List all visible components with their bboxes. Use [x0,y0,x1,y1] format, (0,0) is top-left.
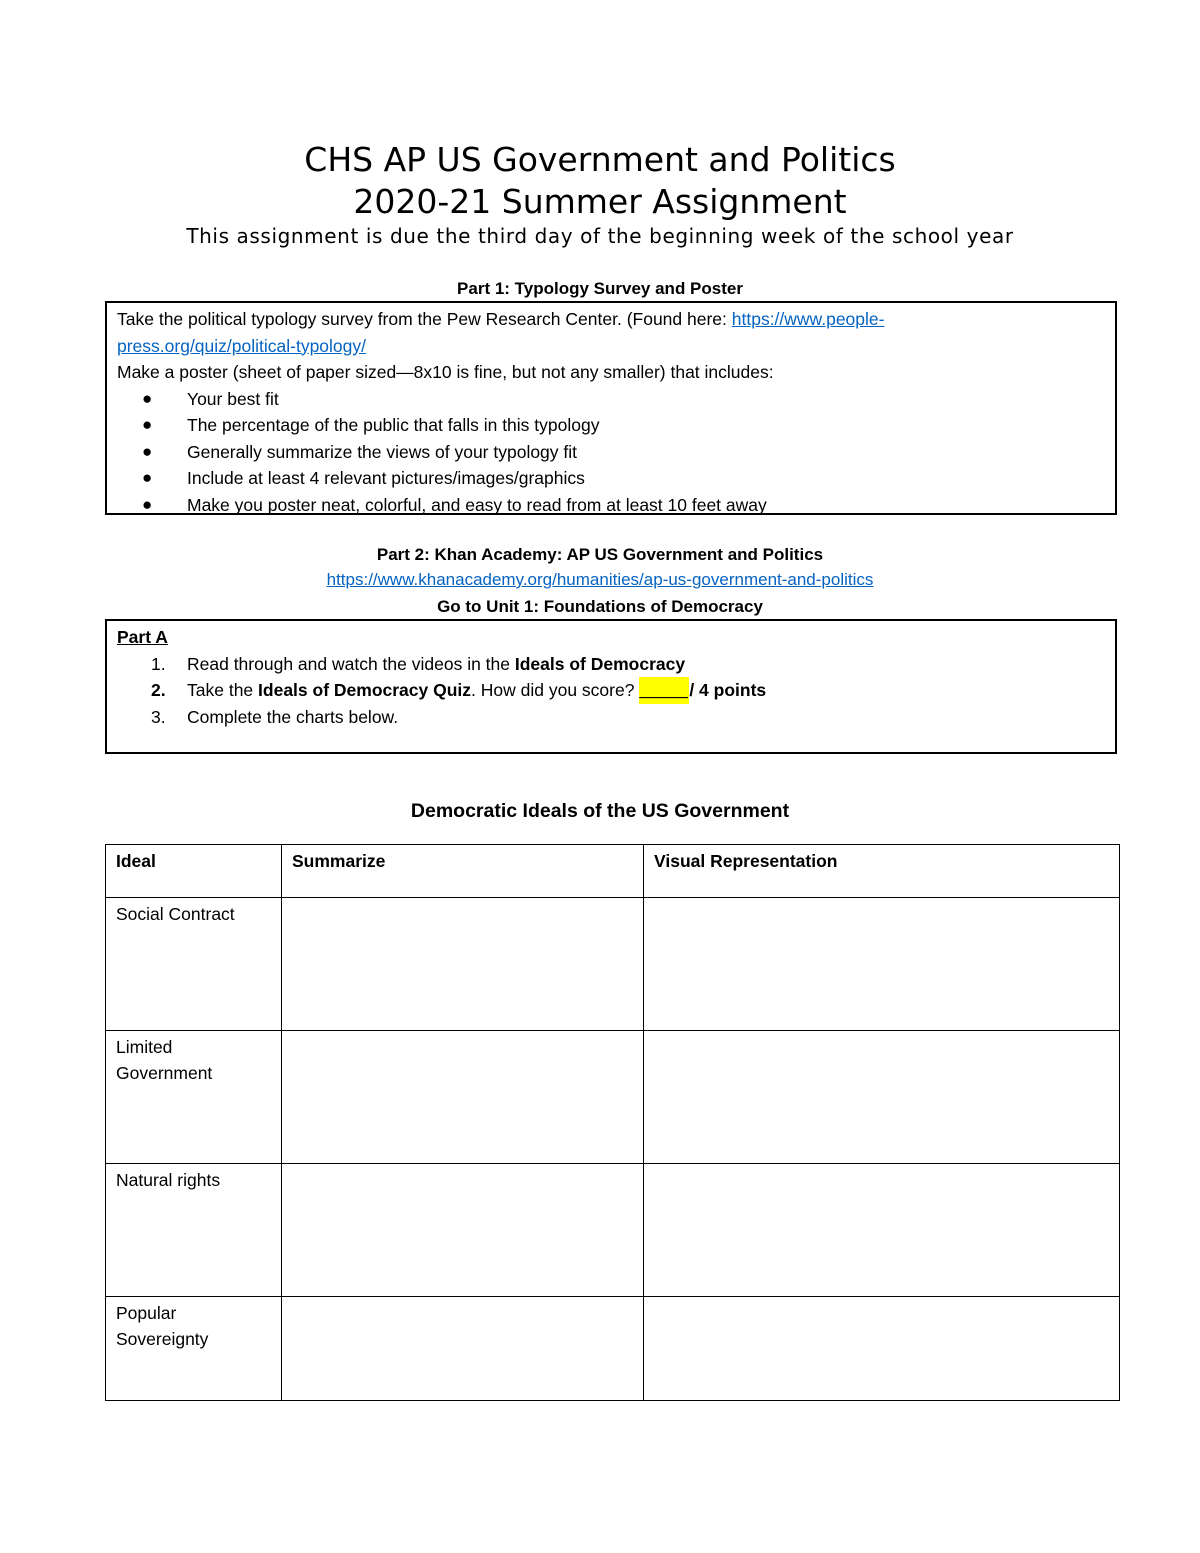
pew-survey-link[interactable]: https://www.people- [731,309,885,329]
list-item-text: The percentage of the public that falls in this typology [187,415,600,435]
table-row [106,1031,1120,1164]
table-row [106,1297,1120,1401]
step-bold-text: Ideals of Democracy Quiz [258,680,472,700]
list-item-text: Make you poster neat, colorful, and easy to read from at least 10 feet away [187,494,767,515]
summarize-cell[interactable] [282,1031,644,1164]
partA-steps-list [117,651,1105,731]
pew-survey-link-cont-line [117,333,1105,360]
list-item [151,677,1105,704]
summarize-cell[interactable] [282,898,644,1031]
step-text: Complete the charts below. [187,706,399,727]
step-text: Take the [187,680,259,700]
poster-instruction: Make a poster (sheet of paper sized—8x10 is fine, but not any smaller) that includes: [117,362,774,382]
ideal-cell: Natural rights [106,1164,282,1297]
list-item [142,465,1105,492]
ideal-text: Popular [116,1303,177,1323]
step-text: . How did you score? [471,680,640,700]
poster-requirements-list [117,386,1105,519]
unit-instruction: Go to Unit 1: Foundations of Democracy [437,597,763,616]
bullet-icon: ● [142,388,153,408]
visual-cell[interactable] [644,1297,1120,1401]
ideal-cell: Social Contract [106,898,282,1031]
list-item-text: Include at least 4 relevant pictures/images/graphics [187,468,585,488]
list-item [151,704,1105,731]
bullet-icon: ● [142,415,153,434]
ideal-cell [106,1031,282,1164]
due-date-note: This assignment is due the third day of the beginning week of the school year [186,224,1014,248]
list-item [151,651,1105,678]
visual-cell[interactable] [644,1031,1120,1164]
step-text: Read through and watch the videos in the [187,653,515,674]
ideal-cell [106,1297,282,1401]
score-blank[interactable]: _____ [639,677,689,704]
ideal-text: Sovereignty [116,1329,209,1349]
step-number: 3. [151,706,166,727]
header-visual-representation: Visual Representation [644,845,1120,898]
table-header-row [106,845,1120,898]
list-item [142,492,1105,519]
ideal-text: Limited [116,1037,173,1057]
document-title: CHS AP US Government and Politics [304,140,896,179]
partA-label: Part A [117,627,168,647]
step-number: 2. [151,680,166,700]
bullet-icon: ● [142,494,153,514]
chart-title: Democratic Ideals of the US Government [410,800,790,822]
khan-academy-link[interactable]: https://www.khanacademy.org/humanities/ap-us-government-and-politics [326,570,874,589]
score-total: / 4 points [689,680,767,700]
document-subtitle-year: 2020-21 Summer Assignment [353,182,847,221]
table-row [106,898,1120,1031]
ideal-text: Government [116,1063,213,1083]
header-summarize: Summarize [282,845,644,898]
pew-survey-link-cont[interactable]: press.org/quiz/political-typology/ [117,335,367,356]
visual-cell[interactable] [644,1164,1120,1297]
header-ideal: Ideal [106,845,282,898]
summarize-cell[interactable] [282,1297,644,1401]
list-item-text: Generally summarize the views of your typology fit [187,441,578,462]
table-row [106,1164,1120,1297]
bullet-icon: ● [142,468,153,487]
summarize-cell[interactable] [282,1164,644,1297]
list-item [142,439,1105,466]
visual-cell[interactable] [644,898,1120,1031]
step-bold-text: Ideals of Democracy [514,653,686,674]
part2-heading: Part 2: Khan Academy: AP US Government and Politics [376,545,824,564]
part1-intro-text: Take the political typology survey from the Pew Research Center. (Found here: [117,309,732,329]
list-item [142,386,1105,413]
khan-academy-link-line [0,570,1200,590]
list-item-text: Your best fit [187,388,279,409]
list-item [142,412,1105,439]
democratic-ideals-table [105,844,1120,1401]
part1-heading: Part 1: Typology Survey and Poster [457,279,743,298]
part1-intro-line [117,306,1105,333]
part1-instructions-box [105,301,1117,515]
bullet-icon: ● [142,441,153,461]
step-number: 1. [151,653,166,674]
partA-box [105,619,1117,754]
